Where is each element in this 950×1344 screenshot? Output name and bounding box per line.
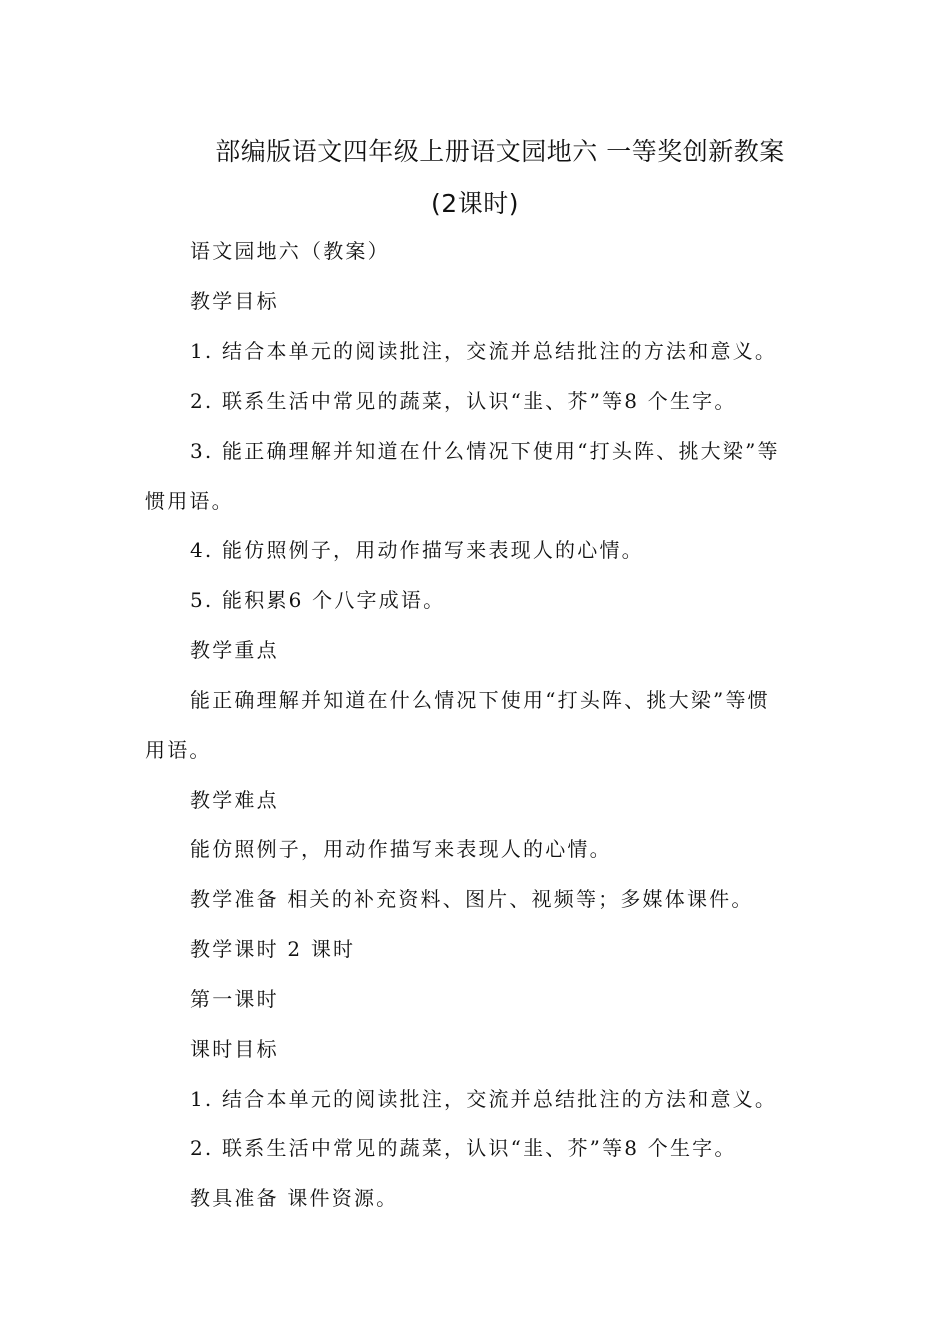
heading-teaching-goals: 教学目标 <box>190 289 279 313</box>
section-heading: 语文园地六（教案） <box>190 239 390 263</box>
document-title: 部编版语文四年级上册语文园地六 一等奖创新教案 <box>215 137 785 166</box>
heading-difficulties: 教学难点 <box>190 788 279 812</box>
key-point-continuation: 用语。 <box>145 738 212 762</box>
goal-item: 2. 联系生活中常见的蔬菜，认识“韭、芥”等8 个生字。 <box>190 389 737 413</box>
goal-item: 1. 结合本单元的阅读批注，交流并总结批注的方法和意义。 <box>190 339 778 363</box>
document-subtitle: (2课时) <box>431 189 519 218</box>
lesson-goal-item: 1. 结合本单元的阅读批注，交流并总结批注的方法和意义。 <box>190 1087 778 1111</box>
heading-lesson-goals: 课时目标 <box>190 1037 279 1061</box>
teaching-aids-text: 教具准备 课件资源。 <box>190 1186 399 1210</box>
goal-item: 4. 能仿照例子，用动作描写来表现人的心情。 <box>190 538 644 562</box>
goal-item: 5. 能积累6 个八字成语。 <box>190 588 446 612</box>
lesson-hours-text: 教学课时 2 课时 <box>190 937 356 961</box>
goal-item-continuation: 惯用语。 <box>145 489 234 513</box>
preparation-text: 教学准备 相关的补充资料、图片、视频等；多媒体课件。 <box>190 887 754 911</box>
goal-item: 3. 能正确理解并知道在什么情况下使用“打头阵、挑大梁”等 <box>190 439 780 463</box>
difficulty-text: 能仿照例子，用动作描写来表现人的心情。 <box>190 837 612 861</box>
key-point-text: 能正确理解并知道在什么情况下使用“打头阵、挑大梁”等惯 <box>190 688 770 712</box>
lesson-goal-item: 2. 联系生活中常见的蔬菜，认识“韭、芥”等8 个生字。 <box>190 1136 737 1160</box>
heading-key-points: 教学重点 <box>190 638 279 662</box>
heading-first-lesson: 第一课时 <box>190 987 279 1011</box>
